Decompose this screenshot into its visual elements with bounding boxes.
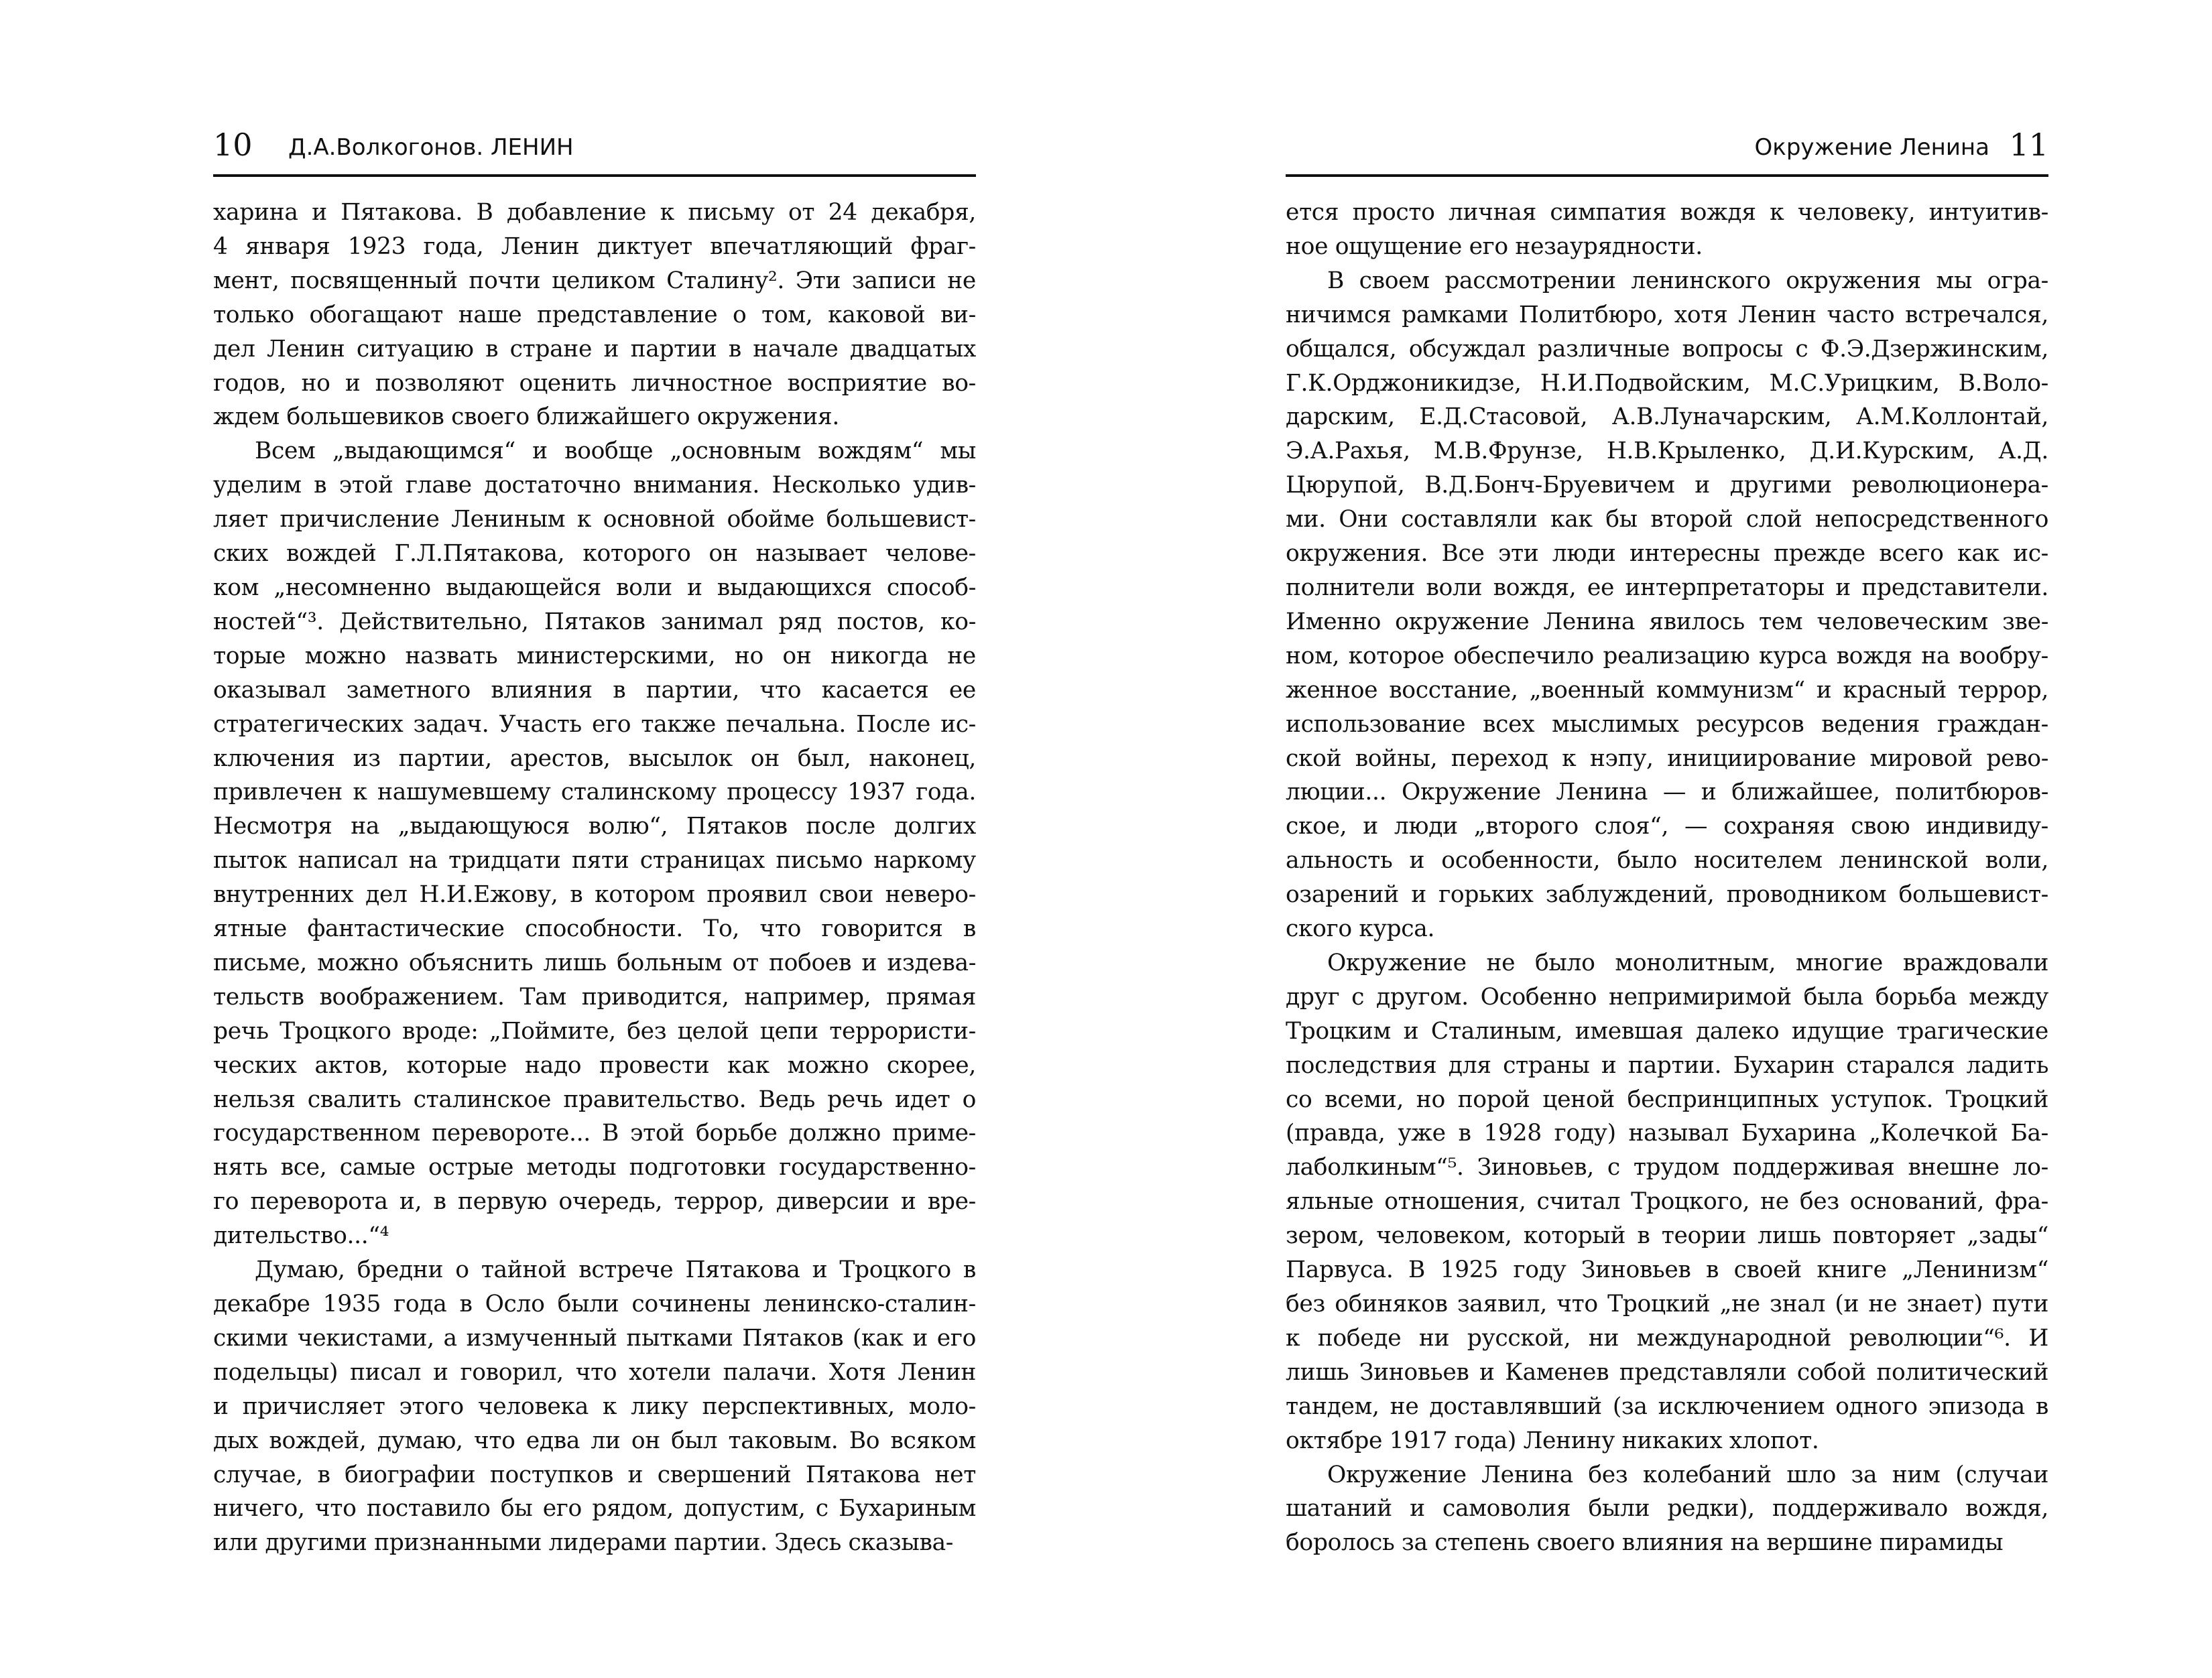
running-head-author-title: Д.А.Волкогонов. ЛЕНИН: [288, 134, 574, 161]
text-line: Именно окружение Ленина явилось тем человеческим зве-: [1286, 608, 2048, 635]
text-line: боролось за степень своего влияния на вершине пирамиды: [1286, 1529, 2004, 1557]
text-line: харина и Пятакова. В добавление к письму от 24 декабря,: [213, 199, 976, 226]
page-number-left: 10: [213, 127, 253, 163]
text-line: альность и особенности, было носителем ленинской воли,: [1286, 847, 2048, 875]
text-line: декабре 1935 года в Осло были сочинены ленинско-сталин-: [213, 1291, 976, 1317]
right-page-body: [1286, 196, 2048, 1560]
text-line: люции... Окружение Ленина — и ближайшее, политбюров-: [1286, 779, 2048, 806]
text-line: Думаю, бредни о тайной встрече Пятакова и Троцкого в: [255, 1256, 976, 1284]
left-page-header: [213, 121, 976, 177]
text-line: внутренних дел Н.И.Ежову, в котором проявил свои неверо-: [213, 881, 976, 909]
text-line: лишь Зиновьев и Каменев представляли собой политический: [1286, 1358, 2048, 1386]
text-line: или другими признанными лидерами партии. Здесь сказыва-: [213, 1529, 954, 1557]
text-line: зером, человеком, который в теории лишь повторяет „зады“: [1286, 1222, 2048, 1250]
text-line: дых вождей, думаю, что едва ли он был таковым. Во всяком: [213, 1427, 976, 1454]
text-line: Окружение не было монолитным, многие враждовали: [1327, 949, 2048, 976]
text-line: ничего, что поставило бы его рядом, допустим, с Бухариным: [213, 1495, 976, 1523]
text-line: Г.К.Орджоникидзе, Н.И.Подвойским, М.С.Урицким, В.Воло-: [1286, 369, 2048, 397]
text-line: письме, можно объяснить лишь больным от побоев и издева-: [213, 949, 976, 976]
text-line: ждем большевиков своего ближайшего окружения.: [213, 403, 839, 431]
text-line: Э.А.Рахья, М.В.Фрунзе, Н.В.Крыленко, Д.И.Курским, А.Д.: [1286, 438, 2048, 465]
text-line: ческих актов, которые надо провести как можно скорее,: [213, 1051, 976, 1079]
text-line: подельцы) писал и говорил, что хотели палачи. Хотя Ленин: [213, 1358, 976, 1386]
text-line: ское, и люди „второго слоя“, — сохраняя свою индивиду-: [1286, 813, 2048, 840]
text-line: Цюрупой, В.Д.Бонч-Бруевичем и другими революционера-: [1286, 472, 2048, 499]
text-line: государственном перевороте... В этой борьбе должно приме-: [213, 1120, 976, 1147]
text-line: ключения из партии, арестов, высылок он был, наконец,: [213, 745, 976, 772]
text-line: Троцким и Сталиным, имевшая далеко идущие трагические: [1286, 1017, 2048, 1045]
text-line: нять все, самые острые методы подготовки государственно-: [213, 1154, 976, 1181]
text-line: ляет причисление Лениным к основной обойме большевист-: [213, 506, 976, 533]
text-line: ное ощущение его незаурядности.: [1286, 233, 1703, 260]
left-page-body: [213, 196, 976, 1560]
text-line: пыток написал на тридцати пяти страницах письмо наркому: [213, 847, 976, 875]
text-line: скими чекистами, а измученный пытками Пятаков (как и его: [213, 1324, 976, 1352]
text-line: друг с другом. Особенно непримиримой была борьба между: [1286, 983, 2048, 1011]
text-line: годов, но и позволяют оценить личностное восприятие во-: [213, 369, 976, 397]
text-line: ком „несомненно выдающейся воли и выдающихся способ-: [213, 574, 976, 601]
text-line: ном, которое обеспечило реализацию курса вождя на вообру-: [1286, 642, 2048, 669]
text-line: использование всех мыслимых ресурсов ведения граждан-: [1286, 710, 2048, 738]
text-line: ми. Они составляли как бы второй слой непосредственного: [1286, 506, 2048, 533]
text-line: без обиняков заявил, что Троцкий „не знал (и не знает) пути: [1286, 1291, 2048, 1317]
text-line: 4 января 1923 года, Ленин диктует впечатляющий фраг-: [213, 233, 976, 260]
text-line: ничимся рамками Политбюро, хотя Ленин часто встречался,: [1286, 301, 2048, 328]
text-line: ского курса.: [1286, 915, 1435, 943]
text-line: шатаний и самоволия были редки), поддерживало вождя,: [1286, 1495, 2048, 1523]
page-number-right: 11: [2009, 127, 2048, 163]
text-line: женное восстание, „военный коммунизм“ и красный террор,: [1286, 676, 2048, 704]
right-page-header: [1286, 121, 2048, 177]
text-line: нельзя свалить сталинское правительство. Ведь речь идет о: [213, 1086, 976, 1113]
text-line: оказывал заметного влияния в партии, что касается ее: [213, 676, 976, 704]
text-line: стратегических задач. Участь его также печальна. После ис-: [213, 710, 976, 738]
text-line: лаболкиным“⁵. Зиновьев, с трудом поддерживая внешне ло-: [1286, 1154, 2048, 1181]
text-line: В своем рассмотрении ленинского окружения мы огра-: [1327, 267, 2048, 294]
text-line: октябре 1917 года) Ленину никаких хлопот.: [1286, 1427, 1819, 1454]
text-line: дительство...“⁴: [213, 1222, 389, 1250]
text-line: ностей“³. Действительно, Пятаков занимал ряд постов, ко-: [213, 608, 976, 635]
text-line: речь Троцкого вроде: „Поймите, без целой цепи террористи-: [213, 1017, 976, 1045]
text-line: озарений и горьких заблуждений, проводником большевист-: [1286, 881, 2048, 909]
text-line: полнители воли вождя, ее интерпретаторы и представители.: [1286, 574, 2048, 601]
text-line: дарским, Е.Д.Стасовой, А.В.Луначарским, А.М.Коллонтай,: [1286, 403, 2048, 431]
text-line: Парвуса. В 1925 году Зиновьев в своей книге „Ленинизм“: [1286, 1256, 2048, 1284]
text-line: дел Ленин ситуацию в стране и партии в начале двадцатых: [213, 335, 976, 363]
text-line: последствия для страны и партии. Бухарин старался ладить: [1286, 1051, 2048, 1079]
text-line: уделим в этой главе достаточно внимания. Несколько удив-: [213, 472, 976, 499]
text-line: общался, обсуждал различные вопросы с Ф.Э.Дзержинским,: [1286, 335, 2048, 363]
text-line: только обогащают наше представление о том, каковой ви-: [213, 301, 976, 328]
running-head-chapter-title: Окружение Ленина: [1754, 134, 1989, 161]
text-line: ских вождей Г.Л.Пятакова, которого он называет челове-: [213, 540, 976, 568]
text-line: тельств воображением. Там приводится, например, прямая: [213, 983, 976, 1011]
text-line: го переворота и, в первую очередь, террор, диверсии и вре-: [213, 1188, 976, 1216]
text-line: случае, в биографии поступков и свершений Пятакова нет: [213, 1461, 976, 1488]
text-line: и причисляет этого человека к лику перспективных, моло-: [213, 1393, 976, 1420]
text-line: Несмотря на „выдающуюся волю“, Пятаков после долгих: [213, 813, 976, 840]
text-line: яльные отношения, считал Троцкого, не без оснований, фра-: [1286, 1188, 2048, 1216]
text-line: мент, посвященный почти целиком Сталину². Эти записи не: [213, 267, 976, 294]
text-line: Окружение Ленина без колебаний шло за ним (случаи: [1327, 1461, 2048, 1488]
text-line: (правда, уже в 1928 году) называл Бухарина „Колечкой Ба-: [1286, 1120, 2048, 1147]
text-line: ской войны, переход к нэпу, инициирование мировой рево-: [1286, 745, 2048, 772]
text-line: торые можно назвать министерскими, но он никогда не: [213, 642, 976, 669]
text-line: тандем, не доставлявший (за исключением одного эпизода в: [1286, 1393, 2048, 1420]
text-line: окружения. Все эти люди интересны прежде всего как ис-: [1286, 540, 2048, 568]
text-line: ятные фантастические способности. То, что говорится в: [213, 915, 976, 943]
text-line: к победе ни русской, ни международной революции“⁶. И: [1286, 1324, 2048, 1352]
text-line: со всеми, но порой ценой беспринципных уступок. Троцкий: [1286, 1086, 2048, 1113]
text-line: ется просто личная симпатия вождя к человеку, интуитив-: [1286, 199, 2048, 226]
text-line: Всем „выдающимся“ и вообще „основным вождям“ мы: [255, 438, 976, 465]
text-line: привлечен к нашумевшему сталинскому процессу 1937 года.: [213, 779, 976, 806]
